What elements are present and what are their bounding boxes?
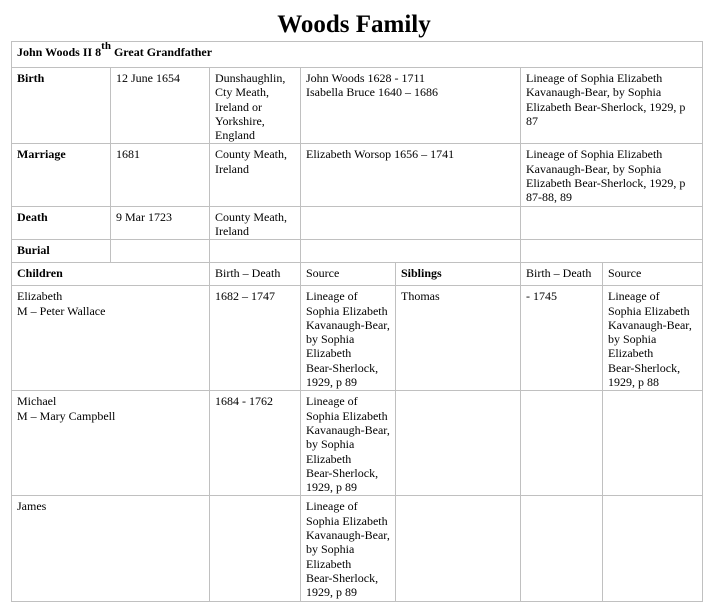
event-people <box>301 240 521 263</box>
sibling-source-header: Source <box>603 263 703 286</box>
child-name: Elizabeth M – Peter Wallace <box>12 286 210 391</box>
event-source: Lineage of Sophia Elizabeth Kavanaugh-Bear, by Sophia Elizabeth Bear-Sherlock, 1929, p 87-88, 89 <box>521 144 703 206</box>
sibling-name <box>396 496 521 601</box>
event-date: 1681 <box>111 144 210 206</box>
sibling-dates <box>521 496 603 601</box>
child-dates: 1684 - 1762 <box>210 391 301 496</box>
event-source: Lineage of Sophia Elizabeth Kavanaugh-Bear, by Sophia Elizabeth Bear-Sherlock, 1929, p 87 <box>521 68 703 144</box>
sibling-source <box>603 496 703 601</box>
sibling-name: Thomas <box>396 286 521 391</box>
child-dates <box>210 496 301 601</box>
event-source <box>521 206 703 240</box>
family-group-table <box>11 41 703 602</box>
child-name: James <box>12 496 210 601</box>
child-source: Lineage of Sophia Elizabeth Kavanaugh-Bear, by Sophia Elizabeth Bear-Sherlock, 1929, p 89 <box>301 391 396 496</box>
source-header: Source <box>301 263 396 286</box>
page-title: Woods Family <box>277 11 431 38</box>
event-date <box>111 240 210 263</box>
event-row-burial <box>12 240 703 263</box>
children-header: Children <box>12 263 210 286</box>
event-place: County Meath, Ireland <box>210 144 301 206</box>
child-source: Lineage of Sophia Elizabeth Kavanaugh-Bear, by Sophia Elizabeth Bear-Sherlock, 1929, p 89 <box>301 496 396 601</box>
sibling-name <box>396 391 521 496</box>
person-name: John Woods II 8 <box>17 45 102 59</box>
event-people: Elizabeth Worsop 1656 – 1741 <box>301 144 521 206</box>
event-date: 12 June 1654 <box>111 68 210 144</box>
child-source: Lineage of Sophia Elizabeth Kavanaugh-Bear, by Sophia Elizabeth Bear-Sherlock, 1929, p 89 <box>301 286 396 391</box>
siblings-header: Siblings <box>396 263 521 286</box>
person-name-heading <box>12 42 703 68</box>
event-row-birth <box>12 68 703 144</box>
child-row <box>12 496 703 601</box>
event-label: Burial <box>12 240 111 263</box>
sibling-dates <box>521 391 603 496</box>
sibling-source <box>603 391 703 496</box>
event-people: John Woods 1628 - 1711 Isabella Bruce 1640 – 1686 <box>301 68 521 144</box>
event-place <box>210 240 301 263</box>
event-row-marriage <box>12 144 703 206</box>
event-label: Marriage <box>12 144 111 206</box>
event-label: Birth <box>12 68 111 144</box>
children-header-row <box>12 263 703 286</box>
child-name: Michael M – Mary Campbell <box>12 391 210 496</box>
event-people <box>301 206 521 240</box>
sibling-birth-death-header: Birth – Death <box>521 263 603 286</box>
child-row <box>12 286 703 391</box>
event-place: County Meath, Ireland <box>210 206 301 240</box>
person-ordinal: th <box>101 41 111 52</box>
event-label: Death <box>12 206 111 240</box>
event-source <box>521 240 703 263</box>
sibling-source: Lineage of Sophia Elizabeth Kavanaugh-Bear, by Sophia Elizabeth Bear-Sherlock, 1929, p 88 <box>603 286 703 391</box>
child-dates: 1682 – 1747 <box>210 286 301 391</box>
event-date: 9 Mar 1723 <box>111 206 210 240</box>
sibling-dates: - 1745 <box>521 286 603 391</box>
person-header-row <box>12 42 703 68</box>
child-row <box>12 391 703 496</box>
event-row-death <box>12 206 703 240</box>
person-relation: Great Grandfather <box>110 45 213 59</box>
event-place: Dunshaughlin, Cty Meath, Ireland or Yorkshire, England <box>210 68 301 144</box>
birth-death-header: Birth – Death <box>210 263 301 286</box>
